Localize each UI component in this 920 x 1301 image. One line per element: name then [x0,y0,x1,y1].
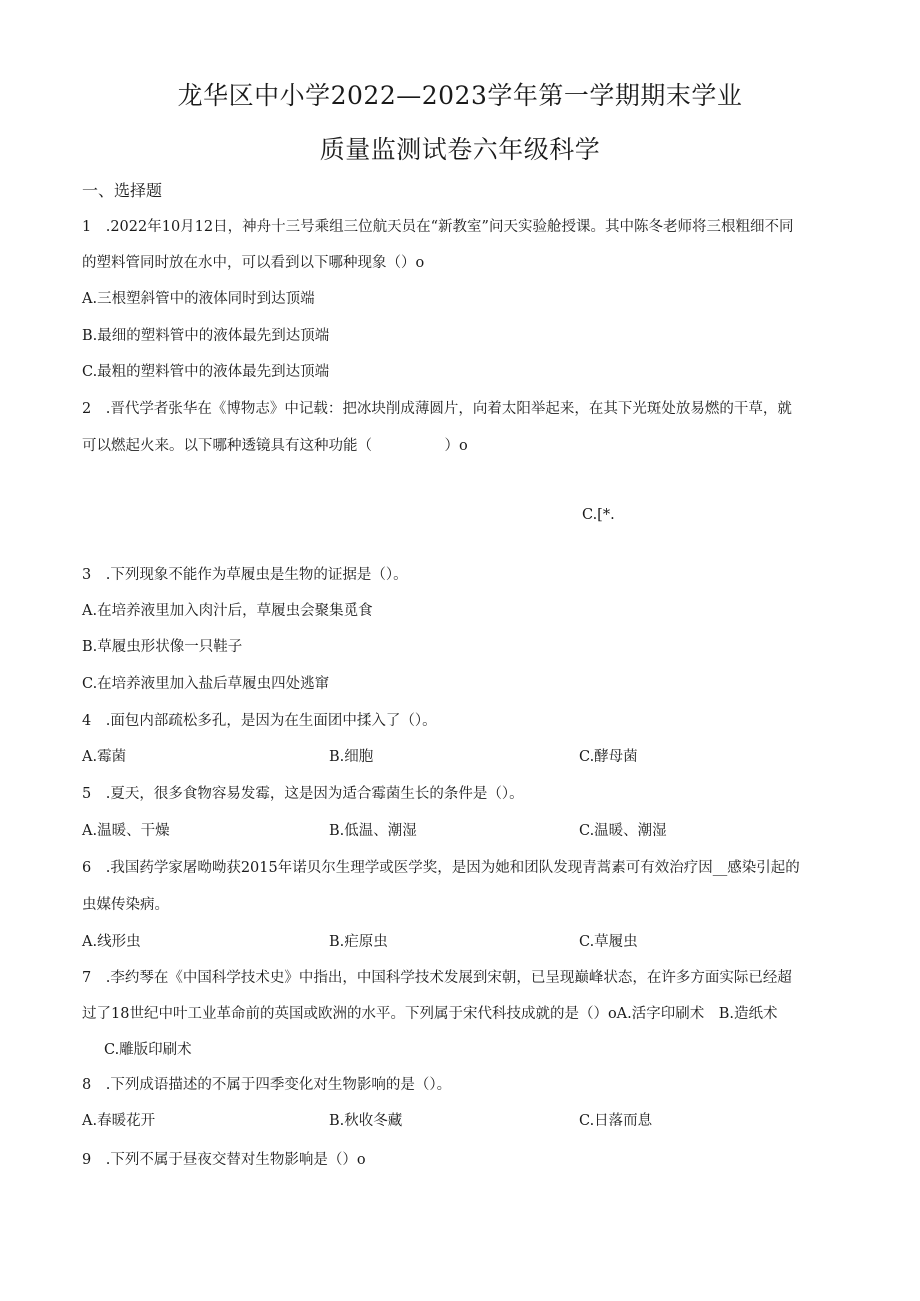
q5-line-1: 5 .夏天，很多食物容易发霉，这是因为适合霉菌生长的条件是（）。 [82,786,524,802]
title-line-1: 龙华区中小学2022—2023学年第一学期期末学业 [177,81,743,110]
title-line-2: 质量监测试卷六年级科学 [319,135,601,164]
q3-option-c: C.在培养液里加入盐后草履虫四处逃窜 [82,676,330,692]
q5-option-b: B.低温、潮湿 [329,823,417,839]
q5-option-c: C.温暖、潮湿 [579,823,667,839]
q7-line-1: 7 .李约琴在《中国科学技术史》中指出，中国科学技术发展到宋朝，已呈现巅峰状态，在许多方面实际已经超 [82,970,792,986]
q2-line-1: 2 .晋代学者张华在《博物志》中记载：把冰块削成薄圆片，向着太阳举起来，在其下光斑处放易燃的干草，就 [82,401,792,417]
q1-line-1: 1 .2022年10月12日，神舟十三号乘组三位航天员在“新教室”问天实验舱授课。其中陈冬老师将三根粗细不同 [82,219,794,235]
section-heading: 一、选择题 [82,181,163,200]
q4-line-1: 4 .面包内部疏松多孔，是因为在生面团中揉入了（）。 [82,713,437,729]
q4-option-b: B.细胞 [329,749,374,765]
q8-line-1: 8 .下列成语描述的不属于四季变化对生物影响的是（）。 [82,1077,452,1093]
q6-line-1: 6 .我国药学家屠呦呦获2015年诺贝尔生理学或医学奖，是因为她和团队发现青蒿素可有效治疗因__感染引起的 [82,860,800,876]
q3-option-b: B.草履虫形状像一只鞋子 [82,639,243,655]
q5-option-a: A.温暖、干燥 [82,823,170,839]
q6-option-a: A.线形虫 [82,934,141,950]
q8-option-c: C.日落而息 [579,1113,653,1129]
q1-option-c: C.最粗的塑料管中的液体最先到达顶端 [82,364,330,380]
q6-option-c: C.草履虫 [579,934,638,950]
q6-option-b: B.疟原虫 [329,934,388,950]
q4-option-a: A.霉菌 [82,749,127,765]
q1-option-a: A.三根塑斜管中的液体同时到达顶端 [82,291,315,307]
q2-option-c: C.[*. [582,507,615,523]
q4-option-c: C.酵母菌 [579,749,638,765]
q8-option-b: B.秋收冬藏 [329,1113,403,1129]
q9-line-1: 9 .下列不属于昼夜交替对生物影响是（）o [82,1152,366,1168]
q7-line-2: 过了18世纪中叶工业革命前的英国或欧洲的水平。下列属于宋代科技成就的是（）oA.活字印刷术 B.造纸术 [82,1006,778,1022]
q3-line-1: 3 .下列现象不能作为草履虫是生物的证据是（）。 [82,567,408,583]
q2-line-2: 可以燃起火来。以下哪种透镜具有这种功能（ ）o [82,438,468,454]
q8-option-a: A.春暖花开 [82,1113,156,1129]
q1-option-b: B.最细的塑料管中的液体最先到达顶端 [82,328,330,344]
q3-option-a: A.在培养液里加入肉汁后，草履虫会聚集觅食 [82,603,373,619]
q7-line-3: C.雕版印刷术 [104,1042,192,1058]
q1-line-2: 的塑料管同时放在水中，可以看到以下哪种现象（）o [82,255,425,271]
q6-line-2: 虫媒传染病。 [82,897,169,913]
